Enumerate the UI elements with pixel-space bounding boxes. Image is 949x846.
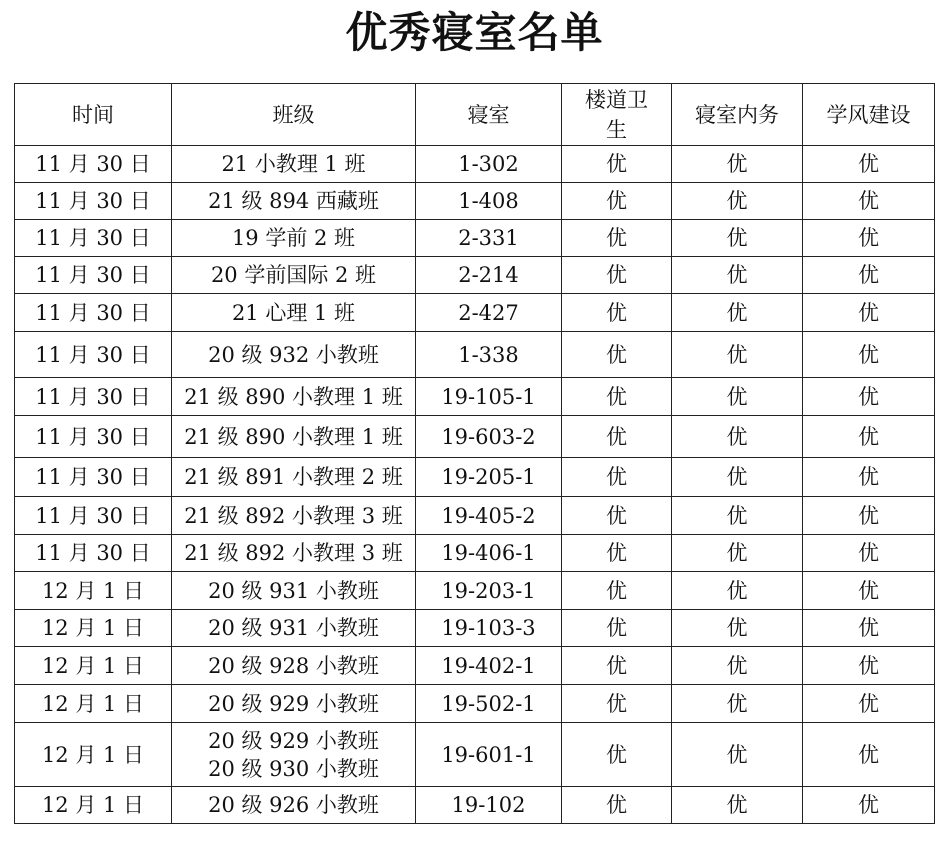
room-cell: 1-338 bbox=[416, 332, 562, 378]
study-style-rating-cell: 优 bbox=[803, 610, 935, 647]
dorm-affairs-rating-cell: 优 bbox=[672, 146, 803, 183]
date-cell: 11 月 30 日 bbox=[15, 378, 172, 416]
date-cell: 11 月 30 日 bbox=[15, 497, 172, 535]
class-name: 21 级 894 西藏班 bbox=[208, 189, 379, 213]
class-name: 19 学前 2 班 bbox=[231, 226, 356, 250]
room-cell: 19-203-1 bbox=[416, 572, 562, 610]
class-name: 20 级 931 小教班 bbox=[208, 578, 379, 603]
table-row bbox=[15, 497, 935, 535]
header-date: 时间 bbox=[15, 84, 172, 146]
class-name: 21 级 891 小教理 2 班 bbox=[184, 465, 403, 489]
dorm-affairs-rating-cell: 优 bbox=[672, 294, 803, 332]
date-cell: 12 月 1 日 bbox=[15, 647, 172, 685]
table-row bbox=[15, 294, 935, 332]
date-cell: 11 月 30 日 bbox=[15, 416, 172, 458]
class-name: 21 级 890 小教理 1 班 bbox=[184, 424, 403, 449]
dorm-affairs-rating-cell: 优 bbox=[672, 535, 803, 572]
dorm-affairs-rating-cell: 优 bbox=[672, 458, 803, 497]
date-cell: 11 月 30 日 bbox=[15, 220, 172, 257]
table-row bbox=[15, 572, 935, 610]
study-style-rating-cell: 优 bbox=[803, 497, 935, 535]
date-cell: 12 月 1 日 bbox=[15, 787, 172, 824]
room-cell: 19-402-1 bbox=[416, 647, 562, 685]
class-cell bbox=[172, 220, 416, 257]
table-row bbox=[15, 535, 935, 572]
table-row bbox=[15, 416, 935, 458]
table-row bbox=[15, 378, 935, 416]
study-style-rating-cell: 优 bbox=[803, 458, 935, 497]
hallway-rating-cell: 优 bbox=[562, 572, 672, 610]
date-cell: 11 月 30 日 bbox=[15, 294, 172, 332]
dorm-roster-table bbox=[14, 83, 935, 824]
hallway-rating-cell: 优 bbox=[562, 685, 672, 723]
study-style-rating-cell: 优 bbox=[803, 723, 935, 787]
room-cell: 19-406-1 bbox=[416, 535, 562, 572]
class-name: 21 级 892 小教理 3 班 bbox=[184, 541, 403, 565]
study-style-rating-cell: 优 bbox=[803, 647, 935, 685]
hallway-rating-cell: 优 bbox=[562, 416, 672, 458]
room-cell: 19-405-2 bbox=[416, 497, 562, 535]
hallway-rating-cell: 优 bbox=[562, 294, 672, 332]
room-cell: 2-214 bbox=[416, 257, 562, 294]
class-name: 21 级 890 小教理 1 班 bbox=[184, 384, 403, 409]
class-cell bbox=[172, 685, 416, 723]
class-cell bbox=[172, 146, 416, 183]
table-row bbox=[15, 220, 935, 257]
date-cell: 11 月 30 日 bbox=[15, 257, 172, 294]
dorm-affairs-rating-cell: 优 bbox=[672, 647, 803, 685]
study-style-rating-cell: 优 bbox=[803, 572, 935, 610]
study-style-rating-cell: 优 bbox=[803, 685, 935, 723]
dorm-affairs-rating-cell: 优 bbox=[672, 332, 803, 378]
table-row bbox=[15, 787, 935, 824]
dorm-affairs-rating-cell: 优 bbox=[672, 378, 803, 416]
hallway-rating-cell: 优 bbox=[562, 146, 672, 183]
date-cell: 11 月 30 日 bbox=[15, 183, 172, 220]
table-row bbox=[15, 723, 935, 787]
table-row bbox=[15, 257, 935, 294]
table-row bbox=[15, 183, 935, 220]
class-name: 21 心理 1 班 bbox=[231, 300, 356, 325]
hallway-rating-cell: 优 bbox=[562, 458, 672, 497]
date-cell: 11 月 30 日 bbox=[15, 146, 172, 183]
date-cell: 11 月 30 日 bbox=[15, 458, 172, 497]
class-cell bbox=[172, 416, 416, 458]
class-cell bbox=[172, 787, 416, 824]
hallway-rating-cell: 优 bbox=[562, 647, 672, 685]
table-row bbox=[15, 458, 935, 497]
study-style-rating-cell: 优 bbox=[803, 257, 935, 294]
date-cell: 12 月 1 日 bbox=[15, 572, 172, 610]
room-cell: 1-408 bbox=[416, 183, 562, 220]
class-name: 20 级 931 小教班 bbox=[208, 616, 379, 640]
class-cell bbox=[172, 497, 416, 535]
hallway-rating-cell: 优 bbox=[562, 535, 672, 572]
class-cell bbox=[172, 257, 416, 294]
hallway-rating-cell: 优 bbox=[562, 378, 672, 416]
room-cell: 19-205-1 bbox=[416, 458, 562, 497]
class-cell bbox=[172, 294, 416, 332]
room-cell: 19-102 bbox=[416, 787, 562, 824]
class-name: 20 级 928 小教班 bbox=[208, 653, 379, 678]
class-name: 20 级 929 小教班 bbox=[208, 728, 379, 753]
study-style-rating-cell: 优 bbox=[803, 787, 935, 824]
dorm-affairs-rating-cell: 优 bbox=[672, 220, 803, 257]
class-name: 20 级 930 小教班 bbox=[208, 756, 379, 781]
study-style-rating-cell: 优 bbox=[803, 294, 935, 332]
study-style-rating-cell: 优 bbox=[803, 332, 935, 378]
date-cell: 12 月 1 日 bbox=[15, 610, 172, 647]
header-study-style: 学风建设 bbox=[803, 84, 935, 146]
header-class: 班级 bbox=[172, 84, 416, 146]
dorm-affairs-rating-cell: 优 bbox=[672, 787, 803, 824]
dorm-affairs-rating-cell: 优 bbox=[672, 572, 803, 610]
room-cell: 2-331 bbox=[416, 220, 562, 257]
class-cell bbox=[172, 535, 416, 572]
room-cell: 19-601-1 bbox=[416, 723, 562, 787]
page-title: 优秀寝室名单 bbox=[345, 8, 604, 57]
study-style-rating-cell: 优 bbox=[803, 378, 935, 416]
room-cell: 19-603-2 bbox=[416, 416, 562, 458]
dorm-affairs-rating-cell: 优 bbox=[672, 497, 803, 535]
table-row bbox=[15, 332, 935, 378]
class-name: 21 级 892 小教理 3 班 bbox=[184, 503, 403, 528]
study-style-rating-cell: 优 bbox=[803, 183, 935, 220]
date-cell: 11 月 30 日 bbox=[15, 332, 172, 378]
class-name: 20 级 926 小教班 bbox=[208, 793, 379, 817]
date-cell: 12 月 1 日 bbox=[15, 685, 172, 723]
room-cell: 2-427 bbox=[416, 294, 562, 332]
table-row bbox=[15, 610, 935, 647]
table-row bbox=[15, 146, 935, 183]
class-cell bbox=[172, 647, 416, 685]
room-cell: 19-502-1 bbox=[416, 685, 562, 723]
dorm-affairs-rating-cell: 优 bbox=[672, 685, 803, 723]
hallway-rating-cell: 优 bbox=[562, 787, 672, 824]
class-cell bbox=[172, 723, 416, 787]
room-cell: 1-302 bbox=[416, 146, 562, 183]
class-cell bbox=[172, 378, 416, 416]
dorm-affairs-rating-cell: 优 bbox=[672, 723, 803, 787]
date-cell: 12 月 1 日 bbox=[15, 723, 172, 787]
hallway-rating-cell: 优 bbox=[562, 610, 672, 647]
hallway-rating-cell: 优 bbox=[562, 257, 672, 294]
class-cell bbox=[172, 332, 416, 378]
study-style-rating-cell: 优 bbox=[803, 535, 935, 572]
hallway-rating-cell: 优 bbox=[562, 497, 672, 535]
class-cell bbox=[172, 183, 416, 220]
dorm-affairs-rating-cell: 优 bbox=[672, 416, 803, 458]
class-name: 20 学前国际 2 班 bbox=[210, 263, 377, 287]
class-name: 21 小教理 1 班 bbox=[221, 152, 366, 176]
study-style-rating-cell: 优 bbox=[803, 220, 935, 257]
header-dorm-affairs: 寝室内务 bbox=[672, 84, 803, 146]
dorm-affairs-rating-cell: 优 bbox=[672, 610, 803, 647]
room-cell: 19-105-1 bbox=[416, 378, 562, 416]
class-cell bbox=[172, 610, 416, 647]
table-row bbox=[15, 647, 935, 685]
hallway-rating-cell: 优 bbox=[562, 183, 672, 220]
date-cell: 11 月 30 日 bbox=[15, 535, 172, 572]
room-cell: 19-103-3 bbox=[416, 610, 562, 647]
dorm-affairs-rating-cell: 优 bbox=[672, 257, 803, 294]
class-cell bbox=[172, 572, 416, 610]
class-name: 20 级 932 小教班 bbox=[208, 342, 379, 367]
study-style-rating-cell: 优 bbox=[803, 416, 935, 458]
study-style-rating-cell: 优 bbox=[803, 146, 935, 183]
hallway-rating-cell: 优 bbox=[562, 220, 672, 257]
class-name: 20 级 929 小教班 bbox=[208, 691, 379, 716]
header-room: 寝室 bbox=[416, 84, 562, 146]
hallway-rating-cell: 优 bbox=[562, 723, 672, 787]
dorm-affairs-rating-cell: 优 bbox=[672, 183, 803, 220]
hallway-rating-cell: 优 bbox=[562, 332, 672, 378]
class-cell bbox=[172, 458, 416, 497]
table-row bbox=[15, 685, 935, 723]
header-hallway: 楼道卫生 bbox=[562, 84, 672, 146]
header-row bbox=[15, 84, 935, 146]
